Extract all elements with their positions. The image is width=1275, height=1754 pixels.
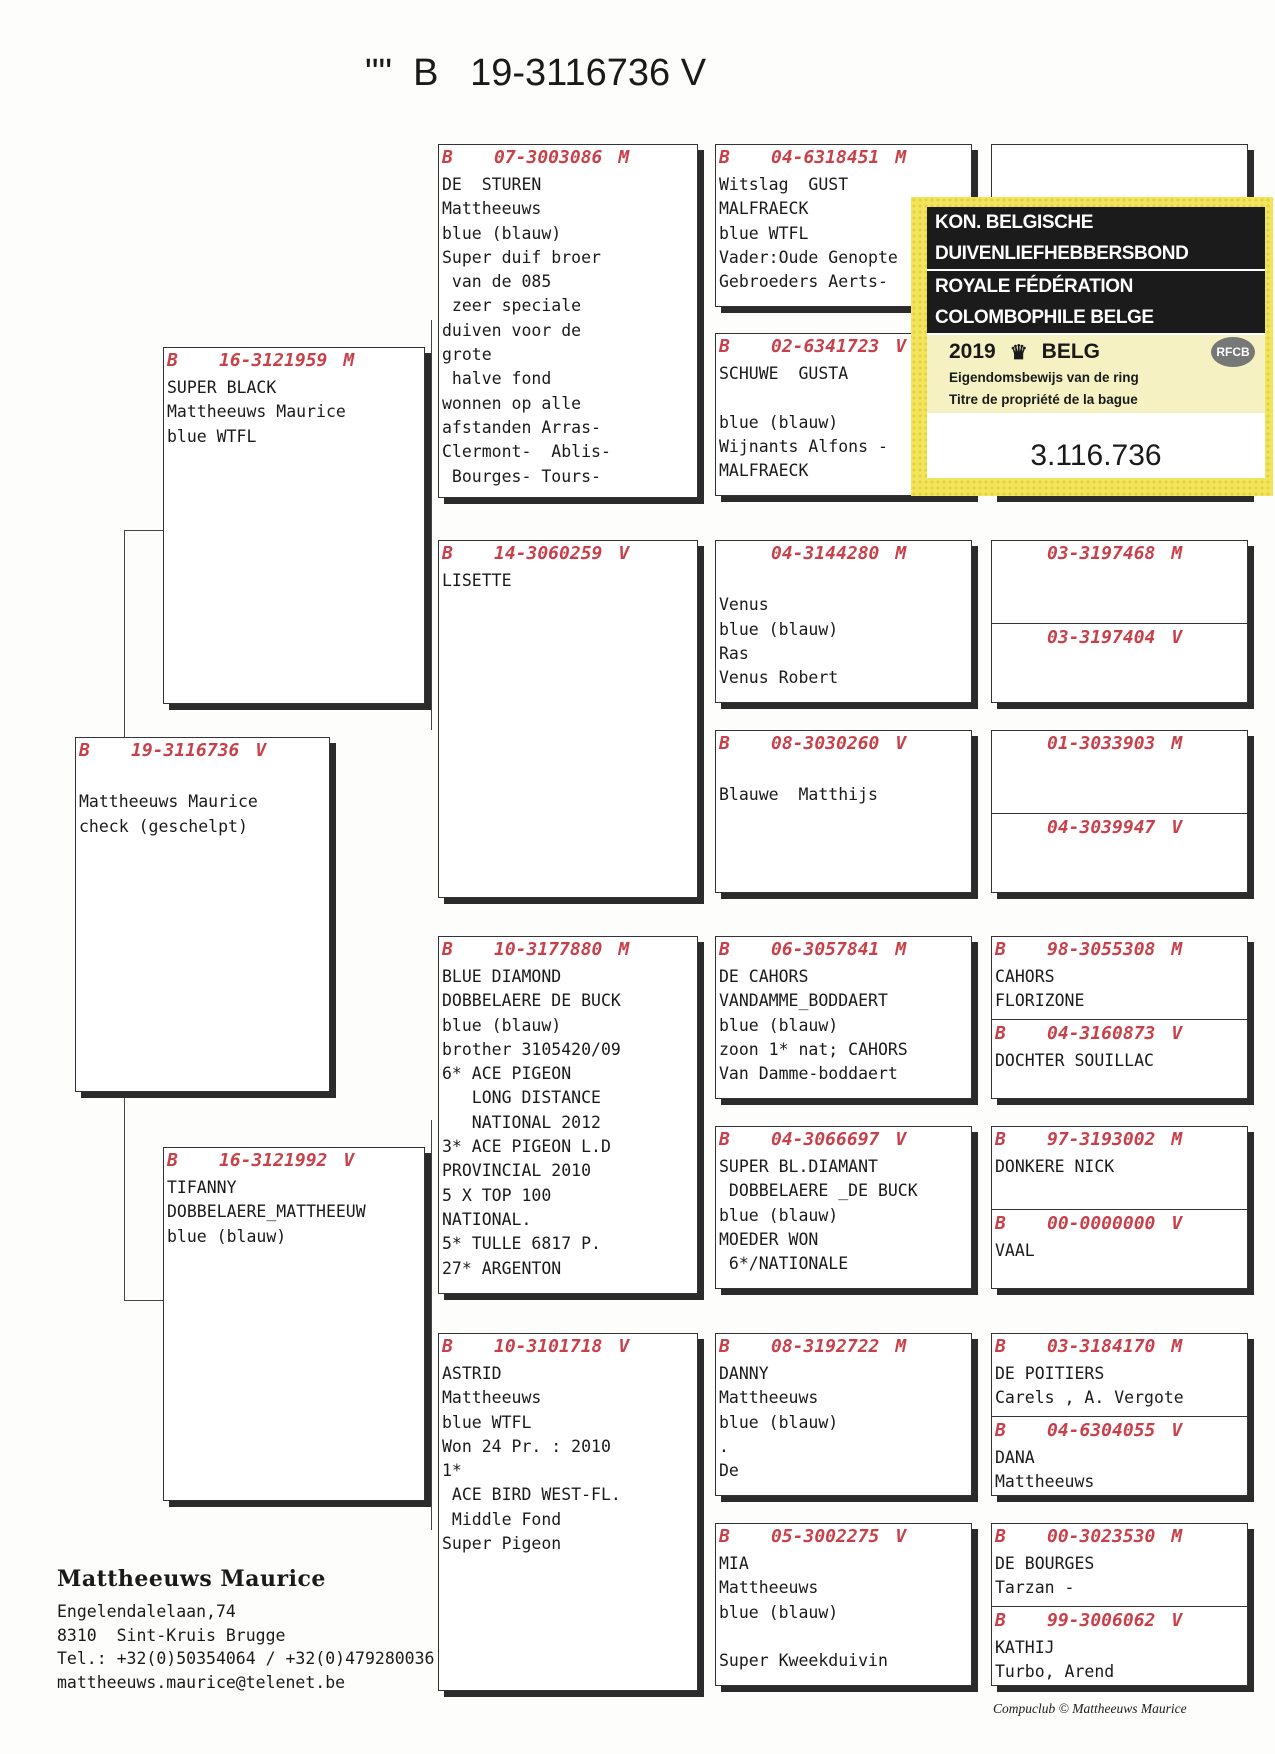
pigeon-info-line: zeer speciale <box>442 296 582 316</box>
pigeon-info-line: BLUE DIAMOND <box>442 967 562 986</box>
pigeon-info-line: DOBBELAERE _DE BUCK <box>719 1181 918 1201</box>
country-code: B <box>719 1336 730 1357</box>
pigeon-info-line: 27* ARGENTON <box>442 1258 562 1278</box>
pigeon-info-line: MALFRAECK <box>719 461 809 481</box>
pigeon-info-line: Middle Fond <box>442 1509 562 1529</box>
ring-id: 05-3002275 <box>771 1526 880 1547</box>
divider <box>992 1019 1247 1020</box>
ring-number <box>167 1150 424 1172</box>
pigeon-info-line: NATIONAL 2012 <box>442 1112 601 1132</box>
pigeon-info-line <box>719 759 971 783</box>
pigeon-info-line: MALFRAECK <box>719 199 809 219</box>
country-code: B <box>442 939 453 960</box>
ring-number <box>995 1610 1247 1632</box>
country-code: B <box>995 1420 1006 1441</box>
divider <box>992 813 1247 814</box>
divider <box>992 1209 1247 1210</box>
pigeon-info-line: SUPER BL.DIAMANT <box>719 1157 878 1176</box>
country-code: B <box>442 1336 453 1357</box>
ring-id: 04-6318451 <box>771 147 880 168</box>
ring-number <box>995 1129 1247 1151</box>
country-code: B <box>995 1129 1006 1150</box>
pigeon-info-line: De <box>719 1461 739 1481</box>
ring-number <box>442 939 697 961</box>
pigeon-info-line: blue (blauw) <box>442 223 562 243</box>
sex-marker: M <box>1171 1526 1183 1547</box>
pigeon-info-line <box>719 1625 971 1649</box>
sex-marker: M <box>1171 543 1183 564</box>
pigeon-info-line: Blauwe Matthijs <box>719 785 878 805</box>
owner-email[interactable]: mattheeuws.maurice@telenet.be <box>57 1672 346 1692</box>
ring-id: 06-3057841 <box>771 939 880 960</box>
sex-marker: V <box>1171 1610 1183 1631</box>
pigeon-info-line: blue (blauw) <box>719 619 839 639</box>
pigeon-info-line: FLORIZONE <box>995 991 1085 1011</box>
pigeon-info-line: van de 085 <box>442 272 552 292</box>
pigeon-info-line: blue (blauw) <box>442 1015 562 1035</box>
ring-number <box>719 1336 971 1358</box>
pigeon-info-line: grote <box>442 345 492 365</box>
sex-marker: V <box>1171 1420 1183 1441</box>
ring-id: 00-3023530 <box>1047 1526 1156 1547</box>
pigeon-info-line: LISETTE <box>442 571 512 590</box>
pigeon-info-line: halve fond <box>442 369 552 389</box>
sex-marker: V <box>895 733 907 754</box>
pigeon-info-line: 1* <box>442 1461 462 1481</box>
divider <box>992 1416 1247 1417</box>
pigeon-info-line: MOEDER WON <box>719 1229 819 1249</box>
pigeon-info-line: TIFANNY <box>167 1178 237 1197</box>
ring-certificate <box>911 197 1273 496</box>
pigeon-info-line: Super Pigeon <box>442 1534 562 1554</box>
country-code: B <box>719 147 730 168</box>
ring-id: 08-3192722 <box>771 1336 880 1357</box>
cert-year: 2019 <box>949 340 996 363</box>
ring-number <box>995 939 1247 961</box>
pigeon-info-line: Vader:Oude Genopte <box>719 247 898 267</box>
ring-id: 02-6341723 <box>771 336 880 357</box>
country-code: B <box>79 740 90 761</box>
ring-number <box>995 1213 1247 1235</box>
sex-marker: M <box>618 939 630 960</box>
pigeon-info-line: Super Kweekduivin <box>719 1651 888 1671</box>
owner-city: 8310 Sint-Kruis Brugge <box>57 1625 286 1645</box>
pigeon-info-line: blue WTFL <box>719 223 809 243</box>
country-code: B <box>719 1129 730 1150</box>
pigeon-info-line: blue (blauw) <box>719 1412 839 1432</box>
cert-country: BELG <box>1041 340 1100 363</box>
ring-id: 03-3197468 <box>1047 543 1156 564</box>
pedigree-card-gen4-pair[interactable] <box>991 730 1248 893</box>
sex-marker: V <box>895 1526 907 1547</box>
sex-marker: V <box>1171 817 1183 838</box>
ring-id: 03-3184170 <box>1047 1336 1156 1357</box>
pedigree-card-subject[interactable] <box>75 737 330 1092</box>
ring-id: 98-3055308 <box>1047 939 1156 960</box>
ring-id: 04-3066697 <box>771 1129 880 1150</box>
country-code: B <box>995 1213 1006 1234</box>
pigeon-info-line: blue WTFL <box>442 1412 532 1432</box>
pigeon-info-line: blue (blauw) <box>719 1015 839 1035</box>
cert-sub-nl: Eigendomsbewijs van de ring <box>927 369 1265 391</box>
country-code: B <box>167 350 178 371</box>
pigeon-info-line: Mattheeuws Maurice <box>167 402 346 422</box>
pedigree-card-great-grandparent[interactable] <box>715 1333 972 1496</box>
pedigree-card-gen4-pair[interactable] <box>991 540 1248 703</box>
gen4-top <box>992 939 1247 1021</box>
pigeon-info-line: Bourges- Tours- <box>442 466 601 486</box>
cert-year-row <box>927 335 1265 369</box>
pigeon-info-line: Van Damme-boddaert <box>719 1064 898 1084</box>
pigeon-info-line: Mattheeuws <box>719 1388 819 1408</box>
pigeon-info-line: Witslag GUST <box>719 175 849 194</box>
country-code: B <box>442 147 453 168</box>
ring-number <box>995 733 1247 755</box>
ring-number <box>442 147 697 169</box>
pedigree-card-parent[interactable] <box>163 1147 425 1501</box>
cert-title-fr: ROYALE FÉDÉRATION COLOMBOPHILE BELGE <box>927 271 1265 333</box>
sex-marker: M <box>343 350 355 371</box>
pigeon-info-line: Mattheeuws <box>719 1578 819 1598</box>
country-code: B <box>719 1526 730 1547</box>
pedigree-card-gen4-pair[interactable] <box>991 1126 1248 1289</box>
pigeon-info-line: Mattheeuws <box>442 199 542 219</box>
country-code <box>719 543 771 565</box>
ring-id: 99-3006062 <box>1047 1610 1156 1631</box>
owner-address: Engelendalelaan,74 <box>57 1602 236 1621</box>
ring-id: 19-3116736 <box>131 740 240 761</box>
pigeon-info-line: 6* ACE PIGEON <box>442 1064 572 1084</box>
sex-marker: M <box>895 543 907 564</box>
gen4-bottom <box>992 1420 1247 1495</box>
country-code: B <box>995 1023 1006 1044</box>
sex-marker: V <box>1171 1023 1183 1044</box>
gen4-top <box>992 543 1247 625</box>
ring-id: 14-3060259 <box>494 543 603 564</box>
pigeon-info-line: 5 X TOP 100 <box>442 1185 552 1205</box>
pigeon-info-line: 5* TULLE 6817 P. <box>442 1234 601 1254</box>
sex-marker: M <box>1171 1336 1183 1357</box>
ring-id: 04-6304055 <box>1047 1420 1156 1441</box>
country-code: B <box>995 1336 1006 1357</box>
sex-marker: M <box>1171 939 1183 960</box>
sex-marker: M <box>1171 733 1183 754</box>
pigeon-info-line: ACE BIRD WEST-FL. <box>442 1485 621 1505</box>
pigeon-info-line: ASTRID <box>442 1364 502 1383</box>
pigeon-info-line: DOBBELAERE DE BUCK <box>442 991 621 1011</box>
pigeon-info-line: Carels , A. Vergote <box>995 1388 1184 1408</box>
ring-number <box>995 1526 1247 1548</box>
pigeon-info-line: . <box>719 1436 729 1456</box>
pedigree-card-great-grandparent[interactable] <box>715 1126 972 1289</box>
gen4-bottom <box>992 817 1247 839</box>
country-code <box>995 733 1047 755</box>
pedigree-card-parent[interactable] <box>163 347 425 704</box>
logo-icon: RFCB <box>1211 337 1255 367</box>
pedigree-card-great-grandparent[interactable] <box>715 540 972 703</box>
pigeon-info-line: SCHUWE GUSTA <box>719 364 849 383</box>
pigeon-info-line: Mattheeuws Maurice <box>79 792 258 812</box>
pigeon-info-line: DE CAHORS <box>719 967 809 986</box>
country-code: B <box>719 939 730 960</box>
ring-number <box>167 350 424 372</box>
pigeon-info-line: brother 3105420/09 <box>442 1039 621 1059</box>
ring-id: 08-3030260 <box>771 733 880 754</box>
ring-id: 00-0000000 <box>1047 1213 1156 1234</box>
pedigree-card-gen4-pair[interactable] <box>991 936 1248 1099</box>
pigeon-info-line: KATHIJ <box>995 1638 1055 1657</box>
ring-number <box>719 147 971 169</box>
pigeon-info-line: Won 24 Pr. : 2010 <box>442 1436 611 1456</box>
pedigree-card-gen4-pair[interactable] <box>991 1333 1248 1496</box>
connector <box>124 1300 164 1301</box>
sex-marker: M <box>895 939 907 960</box>
sex-marker: V <box>1171 627 1183 648</box>
ring-id: 97-3193002 <box>1047 1129 1156 1150</box>
pedigree-card-grandparent[interactable] <box>438 144 698 498</box>
pigeon-info-line: NATIONAL. <box>442 1209 532 1229</box>
owner-contact <box>57 1600 435 1694</box>
pigeon-info-line: Venus Robert <box>719 668 839 688</box>
ring-id: 16-3121992 <box>219 1150 328 1171</box>
ring-number <box>442 543 697 565</box>
pigeon-info-line: blue (blauw) <box>719 412 839 432</box>
pigeon-info-line: blue (blauw) <box>167 1226 287 1246</box>
connector <box>431 1120 432 1530</box>
country-code: B <box>167 1150 178 1171</box>
ring-id: 04-3160873 <box>1047 1023 1156 1044</box>
ring-id: 10-3177880 <box>494 939 603 960</box>
sex-marker: V <box>895 1129 907 1150</box>
owner-name: Mattheeuws Maurice <box>57 1566 326 1592</box>
pigeon-info-line: DOBBELAERE_MATTHEEUW <box>167 1202 366 1222</box>
owner-phone: Tel.: +32(0)50354064 / +32(0)479280036 <box>57 1649 435 1668</box>
pigeon-info-line: Turbo, Arend <box>995 1662 1115 1682</box>
country-code: B <box>719 733 730 754</box>
connector <box>431 320 432 730</box>
pigeon-info-line: MIA <box>719 1554 749 1573</box>
pedigree-card-great-grandparent[interactable] <box>715 1523 972 1686</box>
sex-marker: V <box>343 1150 355 1171</box>
pigeon-info-line: blue (blauw) <box>719 1602 839 1622</box>
pigeon-info-line: blue WTFL <box>167 426 257 446</box>
gen4-bottom <box>992 1023 1247 1073</box>
pigeon-info-line: duiven voor de <box>442 320 582 340</box>
pigeon-info-line: 3* ACE PIGEON L.D <box>442 1137 611 1157</box>
pedigree-card-great-grandparent[interactable] <box>715 730 972 893</box>
ring-number <box>995 627 1247 649</box>
country-code: B <box>995 939 1006 960</box>
country-code <box>995 627 1047 649</box>
country-code: B <box>995 1610 1006 1631</box>
pigeon-info-line: wonnen op alle <box>442 393 582 413</box>
pigeon-info-line: Tarzan - <box>995 1578 1075 1598</box>
pedigree-card-great-grandparent[interactable] <box>715 936 972 1099</box>
gen4-bottom <box>992 1610 1247 1685</box>
pedigree-card-gen4-pair[interactable] <box>991 1523 1248 1686</box>
ring-number <box>719 1129 971 1151</box>
ring-id: 04-3144280 <box>771 543 880 564</box>
gen4-bottom <box>992 1213 1247 1263</box>
pigeon-info-line: Ras <box>719 643 749 663</box>
country-code <box>995 543 1047 565</box>
sex-marker: V <box>255 740 267 761</box>
sex-marker: M <box>1171 1129 1183 1150</box>
pigeon-info-line: SUPER BLACK <box>167 378 277 397</box>
sex-marker: M <box>618 147 630 168</box>
pedigree-card-grandparent[interactable] <box>438 540 698 898</box>
ring-id: 03-3197404 <box>1047 627 1156 648</box>
pedigree-title: "" B 19-3116736 V <box>365 52 707 94</box>
pigeon-info-line: Wijnants Alfons - <box>719 436 888 456</box>
software-credit: Compuclub © Mattheeuws Maurice <box>993 1701 1187 1716</box>
country-code: B <box>719 336 730 357</box>
sex-marker: V <box>895 336 907 357</box>
ring-number <box>995 817 1247 839</box>
sex-marker: V <box>618 543 630 564</box>
cert-sub-fr: Titre de propriété de la bague <box>927 391 1265 413</box>
ring-number <box>995 1420 1247 1442</box>
pigeon-info-line: VAAL <box>995 1241 1035 1260</box>
pigeon-info-line: DE STUREN <box>442 175 542 194</box>
pedigree-card-grandparent[interactable] <box>438 1333 698 1691</box>
ring-number <box>719 1526 971 1548</box>
sex-marker: V <box>1171 1213 1183 1234</box>
ring-number <box>719 733 971 755</box>
pigeon-info-line: DE POITIERS <box>995 1364 1105 1383</box>
ring-number <box>719 543 971 565</box>
cert-ring-number: 3.116.736 <box>1030 439 1162 472</box>
ring-id: 07-3003086 <box>494 147 603 168</box>
country-code: B <box>442 543 453 564</box>
ring-number <box>995 543 1247 565</box>
gen4-top <box>992 1336 1247 1418</box>
pigeon-info-line: DE BOURGES <box>995 1554 1095 1573</box>
ring-id: 04-3039947 <box>1047 817 1156 838</box>
cert-title-nl: KON. BELGISCHE DUIVENLIEFHEBBERSBOND <box>927 207 1265 269</box>
sex-marker: M <box>895 1336 907 1357</box>
pigeon-info-line: LONG DISTANCE <box>442 1088 601 1108</box>
ring-id: 16-3121959 <box>219 350 328 371</box>
pigeon-info-line: afstanden Arras- <box>442 417 601 437</box>
pigeon-info-line: Gebroeders Aerts- <box>719 272 888 292</box>
pigeon-info-line: 6*/NATIONALE <box>719 1254 849 1274</box>
pigeon-info-line: Clermont- Ablis- <box>442 442 611 462</box>
gen4-top <box>992 1129 1247 1211</box>
pigeon-info-line: PROVINCIAL 2010 <box>442 1161 592 1181</box>
pigeon-info-line: Mattheeuws <box>442 1388 542 1408</box>
pigeon-info-line: Venus <box>719 595 769 615</box>
pigeon-info-line: CAHORS <box>995 967 1055 986</box>
pigeon-info-line: DONKERE NICK <box>995 1157 1115 1176</box>
ring-id: 10-3101718 <box>494 1336 603 1357</box>
gen4-top <box>992 1526 1247 1608</box>
divider <box>992 623 1247 624</box>
pigeon-info-line <box>79 766 329 790</box>
ring-number <box>995 1023 1247 1045</box>
pigeon-info-line <box>719 569 971 593</box>
pigeon-info-line: blue (blauw) <box>719 1205 839 1225</box>
gen4-bottom <box>992 627 1247 649</box>
pigeon-info-line: DANNY <box>719 1364 769 1383</box>
ring-number <box>995 1336 1247 1358</box>
pigeon-info-line: Super duif broer <box>442 247 601 267</box>
gen4-top <box>992 733 1247 815</box>
sex-marker: M <box>895 147 907 168</box>
pedigree-card-grandparent[interactable] <box>438 936 698 1294</box>
sex-marker: V <box>618 1336 630 1357</box>
pigeon-info-line: DOCHTER SOUILLAC <box>995 1051 1154 1070</box>
divider <box>992 1606 1247 1607</box>
crown-icon: ♛ <box>1009 341 1028 364</box>
pigeon-info-line: zoon 1* nat; CAHORS <box>719 1039 908 1059</box>
pigeon-info-line: check (geschelpt) <box>79 816 248 836</box>
country-code <box>995 817 1047 839</box>
pigeon-info-line: VANDAMME_BODDAERT <box>719 991 888 1011</box>
ring-id: 01-3033903 <box>1047 733 1156 754</box>
ring-number <box>79 740 329 762</box>
ring-number <box>719 939 971 961</box>
ring-number <box>442 1336 697 1358</box>
country-code: B <box>995 1526 1006 1547</box>
pigeon-info-line: Mattheeuws <box>995 1472 1095 1492</box>
pigeon-info-line: DANA <box>995 1448 1035 1467</box>
connector <box>124 530 164 531</box>
